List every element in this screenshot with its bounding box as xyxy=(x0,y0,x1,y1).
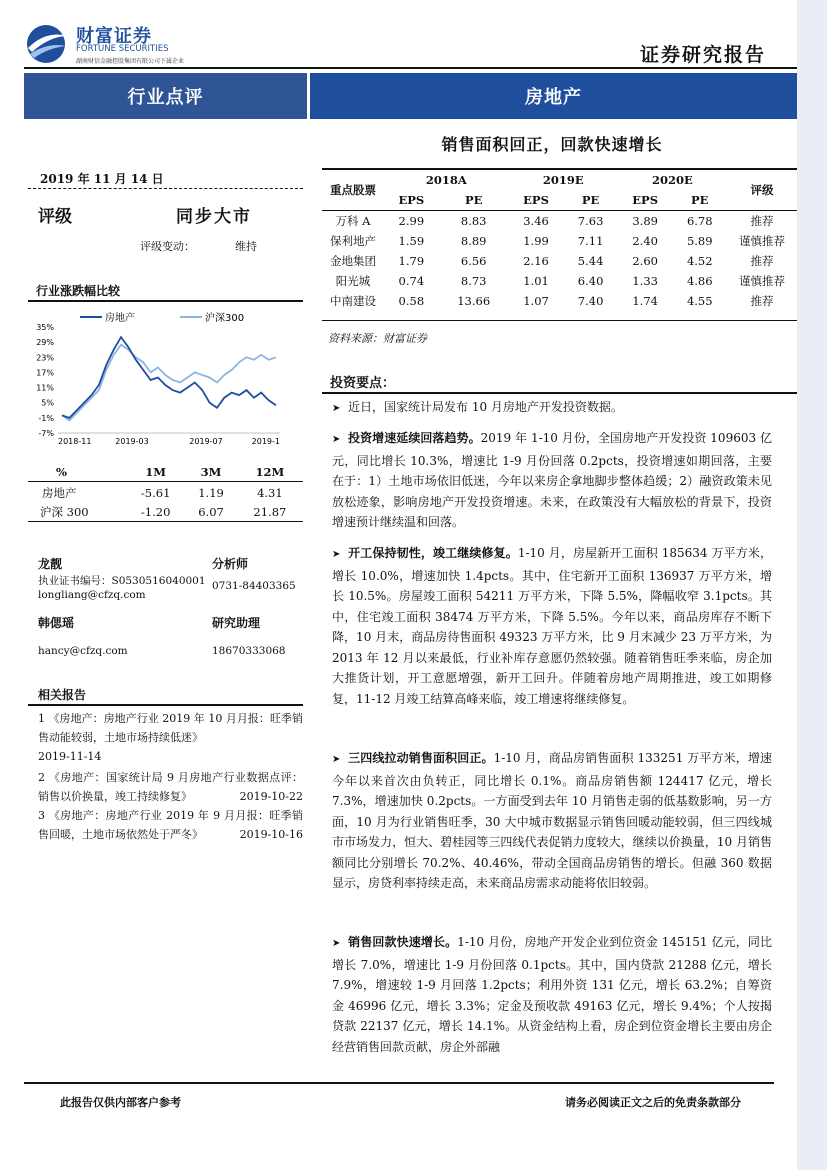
stock-name: 保利地产 xyxy=(330,234,376,248)
related-item-text[interactable]: 3 《房地产：房地产行业 2019 年 9 月月报：旺季销售回暖，土地市场依然处于严冬》 xyxy=(38,809,303,841)
stock-name: 阳光城 xyxy=(335,274,371,288)
perf-header-row xyxy=(28,462,303,482)
report-title: 销售面积回正，回款快速增长 xyxy=(441,135,663,154)
stock-value: 7.63 xyxy=(577,214,604,228)
perf-cell: 6.07 xyxy=(198,504,224,519)
assistant-role: 研究助理 xyxy=(212,616,261,630)
point-text: 2019 年 1-10 月份，全国房地产开发投资 109603 亿元，同比增长 10.3%，增速比 1-9 月份回落 0.2pcts，投资增速如期回落，主要在于：1）土地市场依旧低迷，今年以来房企拿地脚步整体趋缓；2）融资政策未见放松迹象，影响房地产开发投资增速。未来，在政策没有大幅放松的背景下，投资增速预计继续温和回落。 xyxy=(332,431,772,529)
sub-header: EPS xyxy=(398,193,425,207)
related-item[interactable] xyxy=(38,806,303,844)
stock-name: 万科 A xyxy=(335,214,371,228)
y-tick-label: -7% xyxy=(38,429,54,438)
stock-rating: 推荐 xyxy=(750,214,774,228)
stock-value: 3.46 xyxy=(523,214,549,228)
logo-icon xyxy=(24,22,72,64)
company-subtitle: 湖南财信金融控股集团有限公司下属企业 xyxy=(76,58,185,65)
perf-line-chart xyxy=(30,305,305,450)
perf-cell: 4.31 xyxy=(257,485,283,500)
rating-header: 评级 xyxy=(750,183,774,197)
stock-value: 3.89 xyxy=(632,214,658,228)
stock-value: 8.89 xyxy=(460,234,487,248)
perf-row xyxy=(28,483,303,502)
perf-table xyxy=(28,462,303,522)
stock-value: 13.66 xyxy=(457,294,491,308)
series-line xyxy=(62,345,276,421)
y-tick-label: 17% xyxy=(36,368,54,378)
perf-cell: -5.61 xyxy=(140,485,171,500)
arrow-icon: ➤ xyxy=(332,938,341,949)
arrow-icon: ➤ xyxy=(332,754,341,765)
perf-header-cell: % xyxy=(56,464,67,479)
stock-value: 4.86 xyxy=(686,274,713,288)
related-list xyxy=(38,709,303,844)
point-item xyxy=(332,748,772,894)
stock-value: 2.40 xyxy=(632,234,658,248)
stock-header: 重点股票 xyxy=(330,183,376,197)
stock-value: 5.44 xyxy=(577,254,604,268)
related-item-date: 2019-10-22 xyxy=(239,790,303,803)
stock-rating: 谨慎推荐 xyxy=(739,274,785,288)
stock-value: 1.74 xyxy=(632,294,658,308)
perf-cell: 21.87 xyxy=(253,504,287,519)
stock-value: 4.52 xyxy=(686,254,713,268)
stock-value: 2.99 xyxy=(398,214,425,228)
stock-rating: 推荐 xyxy=(750,294,774,308)
stock-value: 2.16 xyxy=(523,254,549,268)
year-header: 2018A xyxy=(425,173,467,187)
table-source: 资料来源：财富证券 xyxy=(328,332,427,345)
perf-title-rule xyxy=(28,300,303,302)
stock-rating: 谨慎推荐 xyxy=(739,234,785,248)
stock-value: 0.74 xyxy=(398,274,425,288)
stock-name: 中南建设 xyxy=(330,294,376,308)
point-text: 1-10 月，商品房销售面积 133251 万平方米，增速今年以来首次由负转正，同比增长 0.1%。商品房销售额 124417 亿元，增长 7.3%，增速加快 0.2pcts。一方面受到去年 10 月销售走弱的低基数影响，另一方面，10 月为行业销售旺季，30 大中城市数据显示销售回暖动能较弱，但三四线城市市场发力，恒大、碧桂园等三四线代表促销力度较大，继续以价换量，10 月销售额同比分别增长 70.2%、40.46%，带动全国商品房销售的增长。但融 360 数据显示，房贷利率持续走高，未来商品房需求动能将依旧较弱。 xyxy=(332,751,772,890)
assistant-email[interactable]: hancy@cfzq.com xyxy=(38,645,128,657)
stock-value: 1.33 xyxy=(632,274,658,288)
date-rule xyxy=(28,188,303,189)
stock-row xyxy=(322,271,797,291)
stock-value: 6.40 xyxy=(577,274,604,288)
stock-value: 1.59 xyxy=(398,234,425,248)
perf-cell: 房地产 xyxy=(42,485,77,500)
rating-value: 同步大市 xyxy=(176,207,252,227)
footer-rule xyxy=(24,1082,774,1084)
year-header: 2020E xyxy=(652,173,693,187)
stock-value: 4.55 xyxy=(686,294,713,308)
perf-cell: -1.20 xyxy=(140,504,171,519)
x-tick-label: 2019-03 xyxy=(115,437,149,446)
stock-row xyxy=(322,211,797,232)
rating-label: 评级 xyxy=(38,207,72,227)
footer-right: 请务必阅读正文之后的免责条款部分 xyxy=(565,1096,741,1109)
stock-row xyxy=(322,231,797,251)
y-tick-label: 29% xyxy=(36,338,54,348)
point-bold: 投资增速延续回落趋势。 xyxy=(348,431,481,445)
point-text: 1-10 月份，房地产开发企业到位资金 145151 亿元，同比增长 7.0%，增速比 1-9 月份回落 0.1pcts。其中，国内贷款 21288 亿元，增长 7.9%，增速较 1-9 月回落 1.2pcts；利用外资 131 亿元，增长 63.2%；自筹资金 46996 亿元，增长 3.3%；定金及预收款 49163 亿元，增长 9.4%；个人按揭贷款 22137 亿元，增长 14.1%。从资金结构上看，房企到位资金增长主要由房企经营销售回款贡献，房企外部融 xyxy=(332,935,772,1054)
sub-header: PE xyxy=(581,193,600,207)
x-tick-label: 2018-11 xyxy=(58,437,92,446)
analyst-phone: 0731-84403365 xyxy=(212,580,296,592)
stock-value: 7.11 xyxy=(577,234,604,248)
analyst-role: 分析师 xyxy=(212,557,249,571)
perf-cell: 1.19 xyxy=(198,485,224,500)
band-category: 行业点评 xyxy=(24,73,307,119)
stock-value: 1.07 xyxy=(523,294,549,308)
points-title: 投资要点： xyxy=(330,376,396,391)
sub-header: PE xyxy=(464,193,483,207)
perf-header-cell: 12M xyxy=(255,464,285,479)
year-header: 2019E xyxy=(542,173,584,187)
arrow-icon: ➤ xyxy=(332,549,341,560)
stock-value: 7.40 xyxy=(577,294,604,308)
x-tick-label: 2019-1 xyxy=(251,437,280,446)
rating-change-value: 维持 xyxy=(235,240,257,253)
stock-rating: 推荐 xyxy=(750,254,774,268)
point-item xyxy=(332,932,772,1057)
rating-change-label: 评级变动： xyxy=(140,240,195,253)
y-tick-label: 35% xyxy=(36,323,54,332)
perf-header-cell: 3M xyxy=(200,464,222,479)
company-name-en: FORTUNE SECURITIES xyxy=(76,44,169,54)
stock-name: 金地集团 xyxy=(330,254,376,268)
related-item-date: 2019-10-16 xyxy=(239,828,303,841)
related-rule xyxy=(28,704,303,706)
arrow-icon: ➤ xyxy=(332,434,341,445)
stock-value: 8.73 xyxy=(460,274,487,288)
analyst-email[interactable]: longliang@cfzq.com xyxy=(38,589,146,601)
stock-value: 8.83 xyxy=(460,214,487,228)
points-rule xyxy=(322,392,797,394)
stock-row xyxy=(322,251,797,271)
header-rule xyxy=(24,67,797,69)
stock-value: 5.89 xyxy=(686,234,713,248)
stock-value: 2.60 xyxy=(632,254,658,268)
related-title: 相关报告 xyxy=(38,688,87,702)
perf-chart-title: 行业涨跌幅比较 xyxy=(36,284,121,298)
perf-header-cell: 1M xyxy=(145,464,167,479)
y-tick-label: 11% xyxy=(36,383,54,393)
stock-value: 6.78 xyxy=(686,214,713,228)
point-item xyxy=(332,543,772,709)
y-tick-label: -1% xyxy=(38,413,54,423)
point-bold: 销售回款快速增长。 xyxy=(348,935,458,949)
stock-value: 6.56 xyxy=(460,254,487,268)
assistant-phone: 18670333068 xyxy=(212,645,286,657)
analyst-name: 龙靓 xyxy=(38,557,63,571)
stock-value: 1.01 xyxy=(523,274,549,288)
point-item xyxy=(332,397,772,420)
perf-row xyxy=(28,502,303,522)
arrow-icon: ➤ xyxy=(332,403,341,414)
right-edge-strip xyxy=(797,0,827,1170)
report-type: 证券研究报告 xyxy=(640,44,767,66)
stock-table xyxy=(322,170,797,311)
sub-header: PE xyxy=(691,193,709,207)
analyst-license: 执业证书编号：S0530516040001 xyxy=(38,575,206,587)
report-date: 2019 年 11 月 14 日 xyxy=(40,172,164,186)
legend-label: 沪深300 xyxy=(205,313,245,324)
point-text: 近日，国家统计局发布 10 月房地产开发投资数据。 xyxy=(348,400,623,414)
footer-left: 此报告仅供内部客户参考 xyxy=(60,1096,181,1109)
x-tick-label: 2019-07 xyxy=(189,437,223,446)
point-item xyxy=(332,428,772,533)
perf-cell: 沪深 300 xyxy=(40,504,89,519)
stock-value: 1.79 xyxy=(398,254,425,268)
point-bold: 开工保持韧性，竣工继续修复。 xyxy=(348,546,518,560)
point-bold: 三四线拉动销售面积回正。 xyxy=(348,751,494,765)
band-industry: 房地产 xyxy=(310,73,797,119)
point-text: 1-10 月，房屋新开工面积 185634 万平方米，增长 10.0%，增速加快 1.4pcts。其中，住宅新开工面积 136937 万平方米，增长 10.5%。房屋竣工面积 54211 万平方米，下降 5.5%，降幅收窄 3.1pcts。其中，住宅竣工面积 38474 万平方米，下降 5.5%。今年以来，商品房库存不断下降，10 月末，商品房待售面积 49323 万平方米，比 9 月末减少 23 万平方米，为 2013 年 12 月以来最低，行业补库存意愿仍然较强。随着销售旺季来临，房企加大推货计划，开工意愿增强，新开工回升。伴随着房地产周期推进，竣工如期修复，11-12 月竣工结算高峰来临，竣工增速将继续修复。 xyxy=(332,546,772,706)
company-name-cn: 财富证券 xyxy=(76,26,152,47)
related-item-date: 2019-11-14 xyxy=(38,750,102,763)
related-item[interactable] xyxy=(38,768,303,806)
legend-label: 房地产 xyxy=(105,313,135,324)
stock-row xyxy=(322,291,797,311)
stock-value: 1.99 xyxy=(523,234,549,248)
y-tick-label: 5% xyxy=(41,398,54,408)
related-item-text[interactable]: 2 《房地产：国家统计局 9 月房地产行业数据点评：销售以价换量，竣工持续修复》 xyxy=(38,771,303,803)
y-tick-label: 23% xyxy=(36,353,54,363)
stock-value: 0.58 xyxy=(398,294,425,308)
sub-header: EPS xyxy=(523,193,549,207)
related-item-text[interactable]: 1 《房地产：房地产行业 2019 年 10 月月报：旺季销售动能较弱，土地市场持续低迷》 xyxy=(38,712,303,744)
sub-header: EPS xyxy=(632,193,659,207)
related-item[interactable] xyxy=(38,709,303,766)
assistant-name: 韩偲瑶 xyxy=(38,616,75,630)
